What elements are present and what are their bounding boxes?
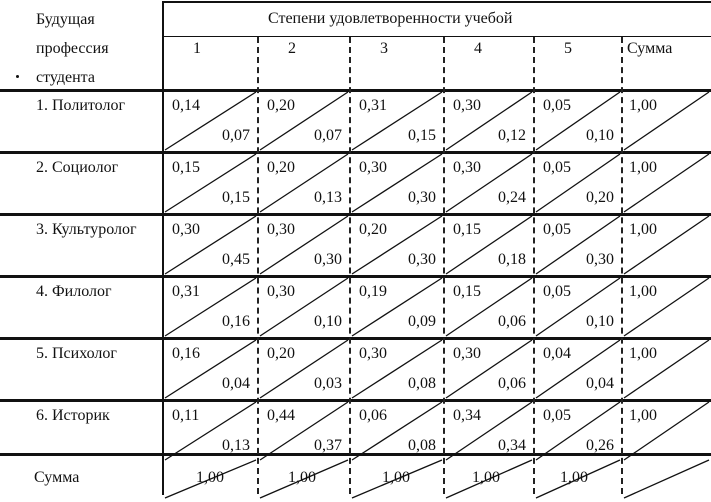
footer-bottom-value: 1,00 — [196, 469, 224, 486]
cell-top-value: 0,30 — [267, 283, 295, 300]
cell-bottom-value: 0,10 — [586, 127, 614, 144]
footer-sum-diagonal — [624, 460, 709, 498]
row-label: 4. Филолог — [36, 283, 112, 300]
sum-column-header: Сумма — [627, 40, 673, 57]
cell-top-value: 0,30 — [267, 221, 295, 238]
cell-top-value: 0,15 — [172, 159, 200, 176]
column-header-4: 4 — [474, 40, 482, 57]
cell-top-value: 0,20 — [267, 97, 295, 114]
column-header-1: 1 — [193, 40, 201, 57]
row-label: 1. Политолог — [36, 97, 126, 114]
cell-top-value: 0,30 — [453, 345, 481, 362]
cell-top-value: 0,11 — [172, 407, 200, 424]
cell-top-value: 0,31 — [359, 97, 387, 114]
cell-bottom-value: 0,45 — [222, 251, 250, 268]
cell-bottom-value: 0,15 — [408, 127, 436, 144]
row-header-label-line: Будущая — [36, 11, 95, 28]
cell-bottom-value: 0,18 — [498, 251, 526, 268]
cell-top-value: 0,19 — [359, 283, 387, 300]
cell-top-value: 0,05 — [543, 283, 571, 300]
cell-bottom-value: 0,13 — [222, 437, 250, 454]
cell-top-value: 0,31 — [172, 283, 200, 300]
cell-bottom-value: 0,09 — [408, 313, 436, 330]
cell-bottom-value: 0,30 — [314, 251, 342, 268]
cell-bottom-value: 0,08 — [408, 375, 436, 392]
row-label: 6. Историк — [36, 407, 110, 424]
cell-bottom-value: 0,07 — [314, 127, 342, 144]
cell-top-value: 0,30 — [172, 221, 200, 238]
cell-top-value: 0,04 — [543, 345, 571, 362]
cell-bottom-value: 0,30 — [586, 251, 614, 268]
column-header-3: 3 — [380, 40, 388, 57]
cell-bottom-value: 0,26 — [586, 437, 614, 454]
cell-bottom-value: 0,24 — [498, 189, 526, 206]
cell-top-value: 0,20 — [267, 345, 295, 362]
cell-top-value: 0,05 — [543, 159, 571, 176]
cell-top-value: 0,06 — [359, 407, 387, 424]
row-sum-value: 1,00 — [629, 159, 657, 176]
cell-bottom-value: 0,12 — [498, 127, 526, 144]
cell-top-value: 0,34 — [453, 407, 481, 424]
cell-bottom-value: 0,34 — [498, 437, 526, 454]
row-header-label-line: профессия — [36, 40, 109, 57]
row-sum-value: 1,00 — [629, 97, 657, 114]
row-sum-value: 1,00 — [629, 283, 657, 300]
cell-bottom-value: 0,07 — [222, 127, 250, 144]
cell-top-value: 0,30 — [359, 159, 387, 176]
cell-top-value: 0,30 — [453, 159, 481, 176]
cell-bottom-value: 0,15 — [222, 189, 250, 206]
cell-bottom-value: 0,13 — [314, 189, 342, 206]
cell-bottom-value: 0,08 — [408, 437, 436, 454]
footer-bottom-value: 1,00 — [382, 469, 410, 486]
row-label: 2. Социолог — [36, 159, 119, 176]
cell-top-value: 0,15 — [453, 283, 481, 300]
column-header-5: 5 — [564, 40, 572, 57]
cell-bottom-value: 0,30 — [408, 251, 436, 268]
cell-bottom-value: 0,30 — [408, 189, 436, 206]
cell-top-value: 0,14 — [172, 97, 200, 114]
row-sum-value: 1,00 — [629, 221, 657, 238]
cell-bottom-value: 0,20 — [586, 189, 614, 206]
cell-bottom-value: 0,37 — [314, 437, 342, 454]
cell-bottom-value: 0,10 — [314, 313, 342, 330]
row-label: 3. Культуролог — [36, 221, 137, 238]
row-sum-value: 1,00 — [629, 407, 657, 424]
cell-top-value: 0,05 — [543, 407, 571, 424]
cell-top-value: 0,30 — [453, 97, 481, 114]
column-header-2: 2 — [288, 40, 296, 57]
cell-bottom-value: 0,16 — [222, 313, 250, 330]
footer-bottom-value: 1,00 — [472, 469, 500, 486]
cell-top-value: 0,05 — [543, 221, 571, 238]
cell-top-value: 0,30 — [359, 345, 387, 362]
footer-bottom-value: 1,00 — [288, 469, 316, 486]
footer-label: Сумма — [34, 469, 80, 486]
cell-bottom-value: 0,04 — [222, 375, 250, 392]
cell-top-value: 0,16 — [172, 345, 200, 362]
cell-top-value: 0,15 — [453, 221, 481, 238]
cell-bottom-value: 0,04 — [586, 375, 614, 392]
group-title: Степени удовлетворенности учебой — [268, 10, 513, 27]
cell-bottom-value: 0,06 — [498, 375, 526, 392]
row-sum-value: 1,00 — [629, 345, 657, 362]
cell-top-value: 0,05 — [543, 97, 571, 114]
cell-bottom-value: 0,06 — [498, 313, 526, 330]
cell-top-value: 0,20 — [359, 221, 387, 238]
cell-top-value: 0,20 — [267, 159, 295, 176]
row-header-label-line: студента — [36, 69, 95, 86]
row-label: 5. Психолог — [36, 345, 117, 362]
cell-bottom-value: 0,03 — [314, 375, 342, 392]
cell-bottom-value: 0,10 — [586, 313, 614, 330]
cell-top-value: 0,44 — [267, 407, 295, 424]
footer-bottom-value: 1,00 — [560, 469, 588, 486]
